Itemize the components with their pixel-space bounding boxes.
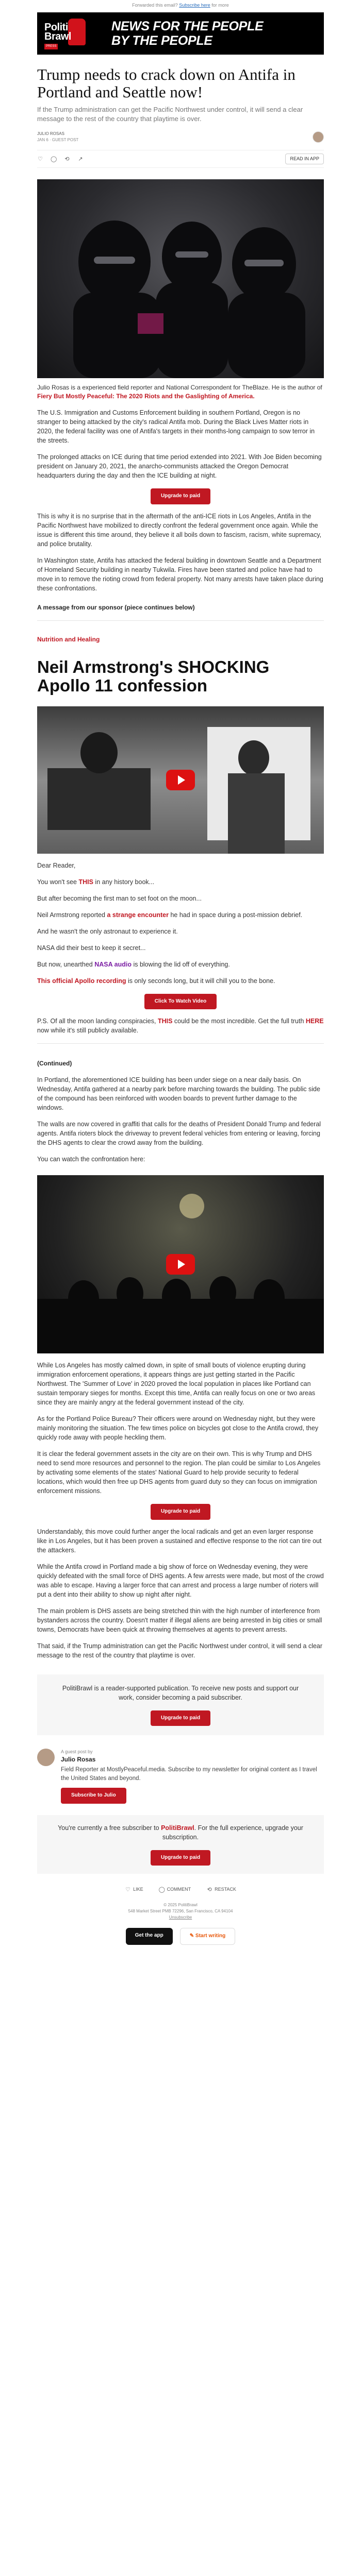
restack-icon[interactable]: ⟲ bbox=[64, 156, 70, 162]
paragraph: This is why it is no surprise that in the aftermath of the anti-ICE riots in Los Angeles, Antifa in the Pacific Northwest have mobilized to directly confront the federal government once again. While the issue is different this time around, they believe it all boils down to fascism, racism, white supremacy, and police brutality. bbox=[37, 512, 322, 548]
author-avatar[interactable] bbox=[313, 131, 324, 143]
paragraph: The U.S. Immigration and Customs Enforcement building in southern Portland, Oregon is no stranger to being attacked by the city's radical Antifa mob. During the Black Lives Matter riots in 2020, the federal facility was one of Antifa's targets in their months-long campaign to sow terror in the streets. bbox=[37, 409, 315, 445]
byline bbox=[37, 131, 78, 143]
paragraph: In Washington state, Antifa has attacked the federal building in downtown Seattle and a Department of Homeland Security building in nearby Tukwila. Fires have been started and police have had to move in to remove the rioting crowd from federal property. Not many arrests have taken place during these confrontations. bbox=[37, 556, 323, 592]
ad-paragraph: You won't see THIS in any history book... bbox=[37, 878, 155, 886]
play-icon[interactable] bbox=[166, 1254, 195, 1275]
ad-paragraph: Neil Armstrong reported a strange encounter he had in space during a post-mission debrief. bbox=[37, 911, 303, 919]
paragraph: As for the Portland Police Bureau? Their officers were around on Wednesday night, but they were mainly monitoring the situation. The few times police on bicycles got close to the Antifa crowd, they quickly rode away with people heckling them. bbox=[37, 1415, 319, 1442]
header-tagline: NEWS FOR THE PEOPLE BY THE PEOPLE bbox=[111, 19, 264, 48]
subscribe-link[interactable]: Subscribe here bbox=[179, 3, 210, 8]
ad-video-thumbnail[interactable] bbox=[37, 706, 324, 854]
paragraph: It is clear the federal government assets in the city are on their own. This is why Trump and DHS need to send more resources and personnel to the region. The plan could be similar to Los Angeles by activating some elements of the states' National Guard to help provide security to federal locations, which would then free up DHS agents from guard duty so they can focus on immigration enforcement missions. bbox=[37, 1450, 321, 1495]
hero-photo-masked-protesters[interactable] bbox=[37, 179, 324, 378]
divider bbox=[37, 1043, 324, 1044]
byline-row bbox=[37, 131, 324, 143]
upgrade-button[interactable]: Upgrade to paid bbox=[151, 1850, 210, 1866]
paragraph: That said, if the Trump administration can get the Pacific Northwest under control, it will send a clear message to the rest of the country that playtime is over. bbox=[37, 1642, 323, 1659]
paragraph: While the Antifa crowd in Portland made a big show of force on Wednesday evening, they were quickly defeated with the small force of DHS agents. A few arrests were made, but most of the crowd was able to escape. Having a larger force that can arrest and process a large number of rioters will put a dent into their ability to show up night after night. bbox=[37, 1563, 324, 1598]
pen-icon: ✎ bbox=[189, 1933, 195, 1939]
guest-author-card bbox=[37, 1749, 324, 1803]
divider bbox=[37, 620, 324, 621]
ps-link[interactable]: HERE bbox=[305, 1018, 324, 1025]
unsubscribe-link[interactable]: Unsubscribe bbox=[169, 1915, 192, 1920]
subscribe-to-author-button[interactable]: Subscribe to Julio bbox=[61, 1788, 126, 1804]
hero-photo-art bbox=[37, 179, 324, 378]
paragraph: In Portland, the aforementioned ICE building has been under siege on a near daily basis. On Wednesday, Antifa gathered at a nearby park before marching towards the building. The public side of the compound has been reinforced with wooden boards to prevent further damage to the windows. bbox=[37, 1076, 320, 1112]
restack-icon: ⟲ bbox=[207, 1886, 212, 1893]
paragraph: Understandably, this move could further anger the local radicals and get an even larger response like in Los Angeles, but it has been proven a sustained and effective response to the riot can tire out the attackers. bbox=[37, 1528, 322, 1554]
comment-button[interactable]: ◯ COMMENT bbox=[158, 1886, 191, 1893]
paragraph: The prolonged attacks on ICE during that time period extended into 2021. With Joe Biden becoming president on January 20, 2021, the anarcho-communists attacked the Oregon Democrat headquarters during the day and then the ICE building at night. bbox=[37, 453, 322, 480]
free-subscriber-box bbox=[37, 1815, 324, 1874]
ad-paragraph: But after becoming the first man to set foot on the moon... bbox=[37, 894, 202, 902]
like-button[interactable]: ♡ LIKE bbox=[125, 1886, 143, 1893]
ad-paragraph: And he wasn't the only astronaut to experience it. bbox=[37, 927, 178, 935]
article-subtitle: If the Trump administration can get the Pacific Northwest under control, it will send a clear message to the rest of the country that playtime is over. bbox=[37, 106, 303, 123]
photo-caption: Julio Rosas is a experienced field reporter and National Correspondent for TheBlaze. He is the author of Fiery But Mostly Peaceful: The 2020 Riots and the Gaslighting of America. bbox=[37, 384, 322, 400]
guest-label: A guest post by bbox=[61, 1749, 93, 1755]
forward-notice bbox=[0, 0, 361, 10]
bottom-actions bbox=[37, 1886, 324, 1893]
sponsor-section-tag: Nutrition and Healing bbox=[37, 636, 100, 643]
restack-button[interactable]: ⟲ RESTACK bbox=[207, 1886, 236, 1893]
upgrade-button[interactable]: Upgrade to paid bbox=[151, 1504, 210, 1520]
publication-link[interactable]: PolitiBrawl bbox=[161, 1824, 194, 1832]
share-icon[interactable]: ↗ bbox=[78, 156, 83, 162]
guest-name[interactable]: Julio Rosas bbox=[61, 1756, 96, 1764]
upgrade-button[interactable]: Upgrade to paid bbox=[151, 488, 210, 504]
heart-icon[interactable]: ♡ bbox=[38, 156, 43, 162]
sponsor-message: A message from our sponsor (piece continues below) bbox=[37, 603, 195, 611]
guest-bio: Field Reporter at MostlyPeaceful.media. Subscribe to my newsletter for original content as I travel the United States and beyond. bbox=[61, 1766, 317, 1782]
author-name[interactable]: JULIO ROSAS bbox=[37, 131, 64, 136]
reader-support-text: PolitiBrawl is a reader-supported publication. To receive new posts and support our work, consider becoming a paid subscriber. bbox=[62, 1684, 299, 1701]
heart-icon: ♡ bbox=[125, 1886, 130, 1893]
ad-paragraph: But now, unearthed NASA audio is blowing the lid off of everything. bbox=[37, 960, 230, 968]
article-body bbox=[37, 66, 324, 1945]
paragraph: The main problem is DHS assets are being stretched thin with the high number of interference from bystanders across the country. Doesn't matter if illegal aliens are being arrested in big cities or small towns, Democrats have been quick at throwing themselves at agents to prevent arrests. bbox=[37, 1607, 322, 1633]
ad-greeting: Dear Reader, bbox=[37, 861, 76, 869]
paragraph: You can watch the confrontation here: bbox=[37, 1156, 145, 1163]
guest-avatar[interactable] bbox=[37, 1749, 55, 1766]
comment-icon[interactable]: ◯ bbox=[51, 156, 57, 162]
newsletter-header bbox=[37, 12, 324, 55]
upgrade-button[interactable]: Upgrade to paid bbox=[151, 1710, 210, 1726]
legal-footer: © 2025 PolitiBrawl 548 Market Street PMB 72296, San Francisco, CA 94104 Unsubscribe bbox=[37, 1902, 324, 1921]
ad-title[interactable]: Neil Armstrong's SHOCKING Apollo 11 confession bbox=[37, 657, 270, 695]
start-writing-button[interactable]: ✎ Start writing bbox=[180, 1928, 236, 1945]
comment-icon: ◯ bbox=[158, 1886, 165, 1893]
ad-ps: P.S. Of all the moon landing conspiracies, THIS could be the most incredible. Get the full truth HERE now while it's still publicly available. bbox=[37, 1018, 324, 1035]
reader-support-box bbox=[37, 1674, 324, 1736]
ad-paragraph: This official Apollo recording is only seconds long, but it will chill you to the bone. bbox=[37, 977, 275, 985]
forward-suffix: for more bbox=[211, 3, 229, 8]
continued-label: (Continued) bbox=[37, 1060, 72, 1067]
read-in-app-button[interactable]: READ IN APP bbox=[285, 154, 324, 164]
play-icon[interactable] bbox=[166, 770, 195, 790]
app-buttons bbox=[37, 1928, 324, 1945]
logo-sub: PRESS bbox=[44, 44, 58, 49]
watch-video-button[interactable]: Click To Watch Video bbox=[144, 994, 217, 1010]
free-subscriber-text: You're currently a free subscriber to PolitiBrawl. For the full experience, upgrade your subscription. bbox=[58, 1824, 303, 1841]
book-link[interactable]: Fiery But Mostly Peaceful: The 2020 Riots and the Gaslighting of America. bbox=[37, 393, 255, 400]
ad-paragraph: NASA did their best to keep it secret... bbox=[37, 944, 146, 952]
politibrawl-logo[interactable] bbox=[41, 15, 98, 52]
get-app-button[interactable]: Get the app bbox=[126, 1928, 173, 1945]
post-date: JAN 6 · GUEST POST bbox=[37, 137, 79, 142]
post-actions bbox=[37, 150, 324, 168]
article-title[interactable]: Trump needs to crack down on Antifa in Portland and Seattle now! bbox=[37, 65, 296, 101]
paragraph: The walls are now covered in graffiti that calls for the deaths of President Donald Trump and federal agents. Antifa rioters block the driveway to prevent federal vehicles from entering or leaving, forcing the DHS agents to clear the crowd away from the building. bbox=[37, 1121, 321, 1147]
forward-text: Forwarded this email? bbox=[132, 3, 178, 8]
confrontation-video[interactable] bbox=[37, 1175, 324, 1353]
paragraph: While Los Angeles has mostly calmed down, in spite of small bouts of violence erupting during immigration enforcement operations, it appears things are just getting started in the Pacific Northwest. The 'Summer of Love' in 2020 proved the local population in places like Portland can sustain temporary sieges for months. Except this time, Antifa can really focus on one or two areas since they are mainly angry at the federal government instead of the city. bbox=[37, 1362, 316, 1406]
logo-text: Politi Brawl bbox=[44, 22, 71, 42]
